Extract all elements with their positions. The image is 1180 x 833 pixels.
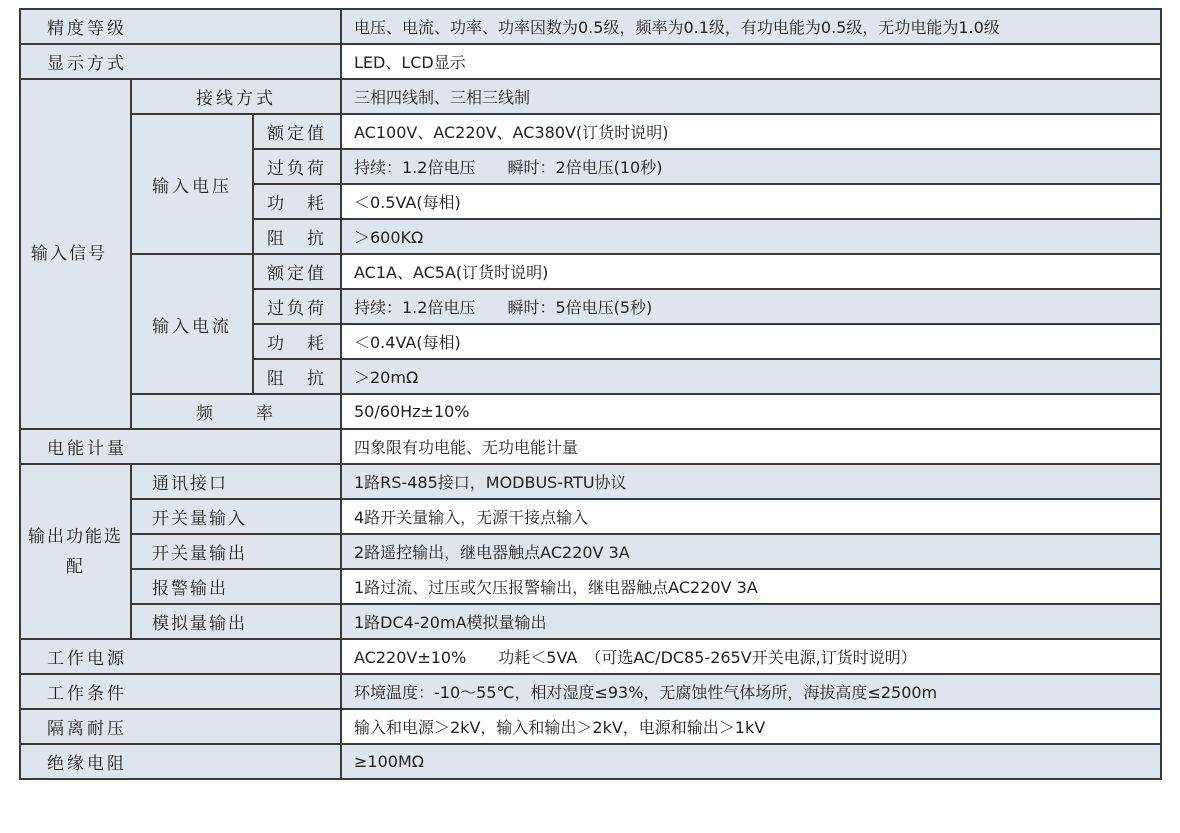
subgroup-label: 输入电流	[131, 254, 253, 394]
row-value: 三相四线制、三相三线制	[341, 79, 1161, 114]
table-row	[20, 569, 1161, 604]
row-value: ≥100MΩ	[341, 744, 1161, 779]
row-label: 开关量输入	[131, 499, 341, 534]
row-value: 2路遥控输出，继电器触点AC220V 3A	[341, 534, 1161, 569]
row-label: 通讯接口	[131, 464, 341, 499]
row-value: 四象限有功电能、无功电能计量	[341, 429, 1161, 464]
table-row	[20, 464, 1161, 499]
row-label: 隔离耐压	[20, 709, 341, 744]
row-label: 报警输出	[131, 569, 341, 604]
row-label: 阻 抗	[253, 359, 341, 394]
row-label: 开关量输出	[131, 534, 341, 569]
row-value: 环境温度：-10～55℃，相对湿度≤93%，无腐蚀性气体场所，海拔高度≤2500m	[341, 674, 1161, 709]
table-row	[20, 9, 1161, 44]
row-label: 工作电源	[20, 639, 341, 674]
row-label: 精度等级	[20, 9, 341, 44]
table-row	[20, 709, 1161, 744]
row-value: ＞20mΩ	[341, 359, 1161, 394]
row-value: ＞600KΩ	[341, 219, 1161, 254]
row-value: 50/60Hz±10%	[341, 394, 1161, 429]
row-label: 绝缘电阻	[20, 744, 341, 779]
row-value: 持续：1.2倍电压 瞬时：2倍电压(10秒)	[341, 149, 1161, 184]
spec-table	[19, 8, 1162, 780]
row-label: 额定值	[253, 114, 341, 149]
row-value: LED、LCD显示	[341, 44, 1161, 79]
table-row	[20, 604, 1161, 639]
table-row	[20, 254, 1161, 289]
row-value: AC220V±10% 功耗＜5VA （可选AC/DC85-265V开关电源,订货时说明）	[341, 639, 1161, 674]
row-value: 1路过流、过压或欠压报警输出，继电器触点AC220V 3A	[341, 569, 1161, 604]
row-value: 电压、电流、功率、功率因数为0.5级，频率为0.1级，有功电能为0.5级，无功电能为1.0级	[341, 9, 1161, 44]
row-value: 1路RS-485接口，MODBUS-RTU协议	[341, 464, 1161, 499]
row-label: 接线方式	[131, 79, 341, 114]
table-row	[20, 429, 1161, 464]
row-label: 电能计量	[20, 429, 341, 464]
table-row	[20, 499, 1161, 534]
row-label: 功 耗	[253, 184, 341, 219]
row-value: ＜0.4VA(每相)	[341, 324, 1161, 359]
row-value: AC1A、AC5A(订货时说明)	[341, 254, 1161, 289]
row-label: 阻 抗	[253, 219, 341, 254]
row-value: 4路开关量输入，无源干接点输入	[341, 499, 1161, 534]
group-label: 输出功能选配	[20, 464, 131, 639]
row-label: 模拟量输出	[131, 604, 341, 639]
table-row	[20, 44, 1161, 79]
row-value: 持续：1.2倍电压 瞬时：5倍电压(5秒)	[341, 289, 1161, 324]
table-row	[20, 674, 1161, 709]
row-label: 显示方式	[20, 44, 341, 79]
subgroup-label: 输入电压	[131, 114, 253, 254]
row-value: 1路DC4-20mA模拟量输出	[341, 604, 1161, 639]
row-label: 工作条件	[20, 674, 341, 709]
row-label: 过负荷	[253, 289, 341, 324]
row-label: 额定值	[253, 254, 341, 289]
table-row	[20, 534, 1161, 569]
table-row	[20, 114, 1161, 149]
table-row	[20, 394, 1161, 429]
row-label: 过负荷	[253, 149, 341, 184]
group-label: 输入信号	[20, 79, 131, 429]
row-value: AC100V、AC220V、AC380V(订货时说明)	[341, 114, 1161, 149]
row-label: 功 耗	[253, 324, 341, 359]
row-value: ＜0.5VA(每相)	[341, 184, 1161, 219]
table-row	[20, 744, 1161, 779]
table-row	[20, 79, 1161, 114]
row-label: 频 率	[131, 394, 341, 429]
row-value: 输入和电源＞2kV，输入和输出＞2kV，电源和输出＞1kV	[341, 709, 1161, 744]
table-row	[20, 639, 1161, 674]
